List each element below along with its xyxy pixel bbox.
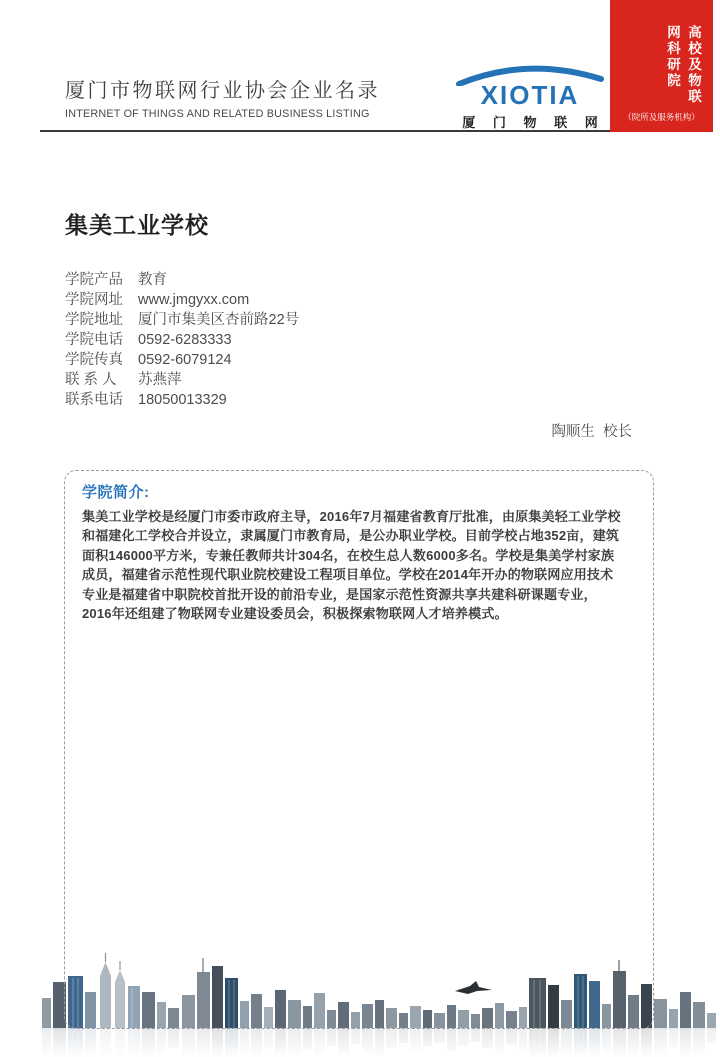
contact-value: 0592-6079124 (138, 352, 232, 368)
intro-text-line: 面积146000平方米，专兼任教师共计304名，在校生总人数6000多名。学校是集美学村家族 (82, 547, 615, 563)
category-banner-vertical-text (662, 25, 704, 111)
category-banner (610, 0, 713, 132)
intro-text-line: 专业是福建省中职院校首批开设的前沿专业，是国家示范性资源共享共建科研课题专业， (82, 586, 597, 602)
contact-row-product (65, 270, 299, 290)
contact-row-mobile (65, 390, 299, 410)
contact-value: 厦门市集美区杏前路22号 (138, 312, 300, 328)
contact-label: 学院电话 (65, 332, 123, 348)
contact-label: 学院地址 (65, 312, 123, 328)
contact-row-website (65, 290, 299, 310)
contact-row-phone (65, 330, 299, 350)
school-name-title: 集美工业学校 (65, 212, 209, 238)
contact-value: 教育 (138, 272, 167, 288)
intro-text-line: 2016年还组建了物联网专业建设委员会，积极探索物联网人才培养模式。 (82, 606, 508, 622)
school-intro-box (64, 470, 654, 1029)
contact-row-person (65, 370, 299, 390)
header (65, 74, 380, 120)
contact-label: 联系电话 (65, 392, 123, 408)
banner-line1: 高校及物联 (686, 25, 701, 105)
contact-value: 0592-6283333 (138, 332, 232, 348)
contact-label: 学院传真 (65, 352, 123, 368)
directory-title-cn: 厦门市物联网行业协会企业名录 (65, 80, 380, 102)
contact-value: 苏燕萍 (138, 372, 182, 388)
contact-label: 联 系 人 (65, 372, 117, 388)
contact-row-address (65, 310, 299, 330)
intro-text-line: 成员，福建省示范性现代职业院校建设工程项目单位。学校在2014年开办的物联网应用技术 (82, 567, 614, 583)
xiotia-logo (452, 62, 608, 131)
directory-title-en: INTERNET OF THINGS AND RELATED BUSINESS LISTING (65, 108, 370, 120)
principal-signature: 陶顺生 校长 (551, 424, 632, 440)
contact-label: 学院网址 (65, 292, 123, 308)
banner-line2: 网科研院 (665, 25, 680, 89)
contact-value-website: www.jmgyxx.com (138, 292, 250, 308)
category-banner-subtitle: （院所及服务机构） (623, 112, 700, 122)
logo-brand-text: XIOTIA (480, 80, 580, 110)
intro-heading: 学院简介: (82, 484, 150, 501)
contact-value: 18050013329 (138, 392, 227, 408)
intro-text-line: 和福建化工学校合并设立，隶属厦门市教育局，是公办职业学校。目前学校占地352亩，建筑 (82, 528, 620, 544)
logo-brand-cn-text: 厦 门 物 联 网 (462, 115, 605, 130)
contact-row-fax (65, 350, 299, 370)
intro-text-line: 集美工业学校是经厦门市委市政府主导，2016年7月福建省教育厅批准，由原集美轻工业学校 (82, 509, 621, 524)
contact-info-list (65, 270, 299, 410)
contact-label: 学院产品 (65, 272, 123, 288)
